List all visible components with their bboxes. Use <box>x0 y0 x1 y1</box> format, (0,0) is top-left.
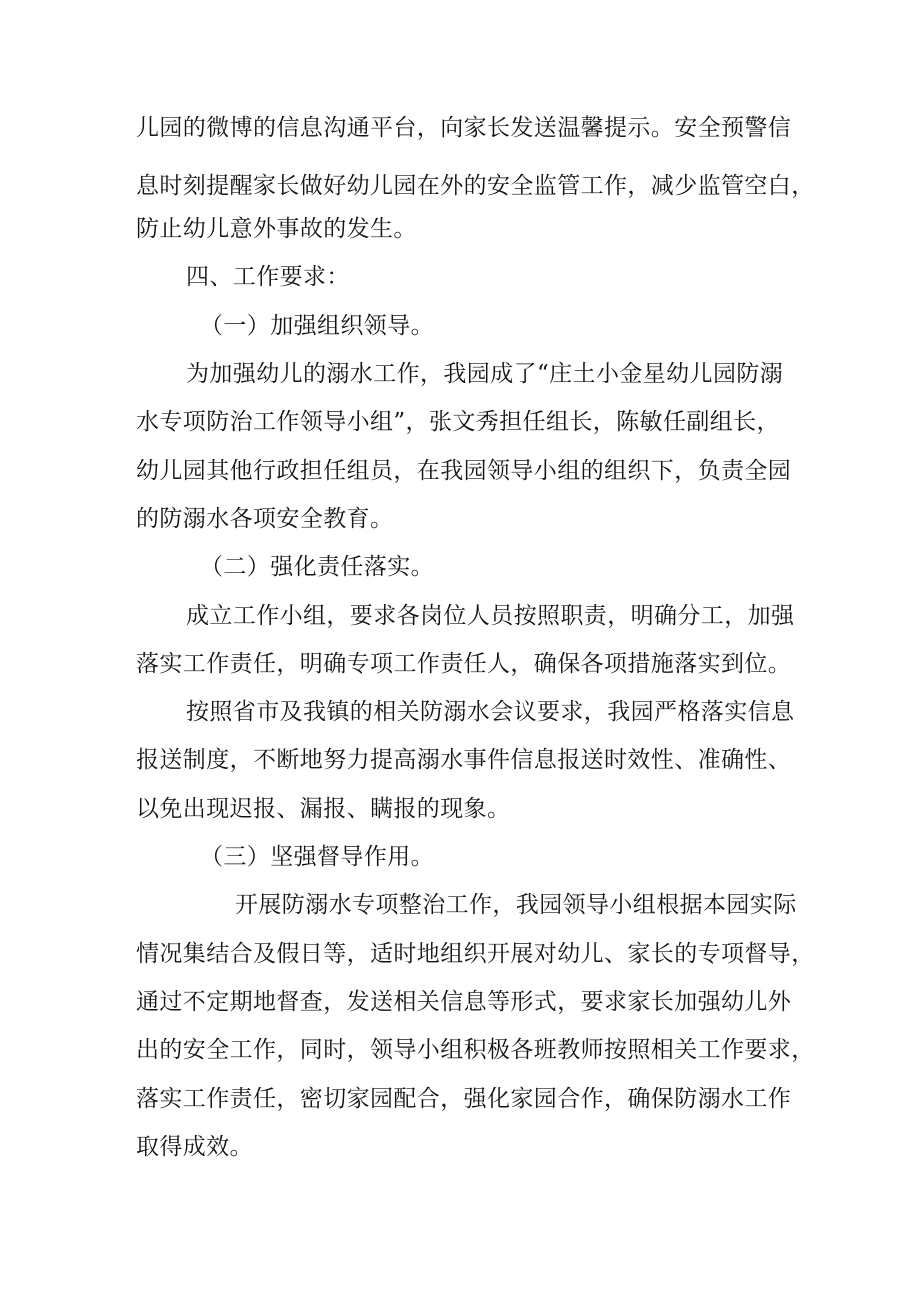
body-text-line: 取得成效。 <box>136 1134 253 1160</box>
section-heading: 四、工作要求： <box>186 264 350 290</box>
body-text-line: 儿园的微博的信息沟通平台，向家长发送温馨提示。安全预警信 <box>136 115 792 141</box>
body-text-line: 幼儿园其他行政担任组员，在我园领导小组的组织下，负责全园 <box>136 458 792 484</box>
body-text-line: 开展防溺水专项整治工作，我园领导小组根据本园实际 <box>235 892 797 918</box>
body-text-line: 成立工作小组，要求各岗位人员按照职责，明确分工，加强 <box>186 603 795 629</box>
subsection-heading: （一）加强组织领导。 <box>200 313 434 339</box>
body-text-line: 落实工作责任，密切家园配合，强化家园合作，确保防溺水工作 <box>136 1086 792 1112</box>
body-text-line: 防止幼儿意外事故的发生。 <box>136 216 417 242</box>
body-text-line: 为加强幼儿的溺水工作，我园成了“庄土小金星幼儿园防溺 <box>186 361 784 387</box>
subsection-heading: （二）强化责任落实。 <box>200 554 434 580</box>
body-text-line: 落实工作责任，明确专项工作责任人，确保各项措施落实到位。 <box>136 651 792 677</box>
body-text-line: 水专项防治工作领导小组”，张文秀担任组长，陈敏任副组长， <box>136 409 780 435</box>
body-text-line: 以免出现迟报、漏报、瞒报的现象。 <box>136 796 511 822</box>
body-text-line: 的防溺水各项安全教育。 <box>136 506 394 532</box>
body-text-line: 通过不定期地督查，发送相关信息等形式，要求家长加强幼儿外 <box>136 989 792 1015</box>
body-text-line: 情况集结合及假日等，适时地组织开展对幼儿、家长的专项督导， <box>136 941 815 967</box>
subsection-heading: （三）坚强督导作用。 <box>200 844 434 870</box>
body-text-line: 报送制度，不断地努力提高溺水事件信息报送时效性、准确性、 <box>136 747 792 773</box>
body-text-line: 按照省市及我镇的相关防溺水会议要求，我园严格落实信息 <box>186 699 795 725</box>
body-text-line: 息时刻提醒家长做好幼儿园在外的安全监管工作，减少监管空白， <box>136 173 815 199</box>
body-text-line: 出的安全工作，同时，领导小组积极各班教师按照相关工作要求， <box>136 1037 815 1063</box>
